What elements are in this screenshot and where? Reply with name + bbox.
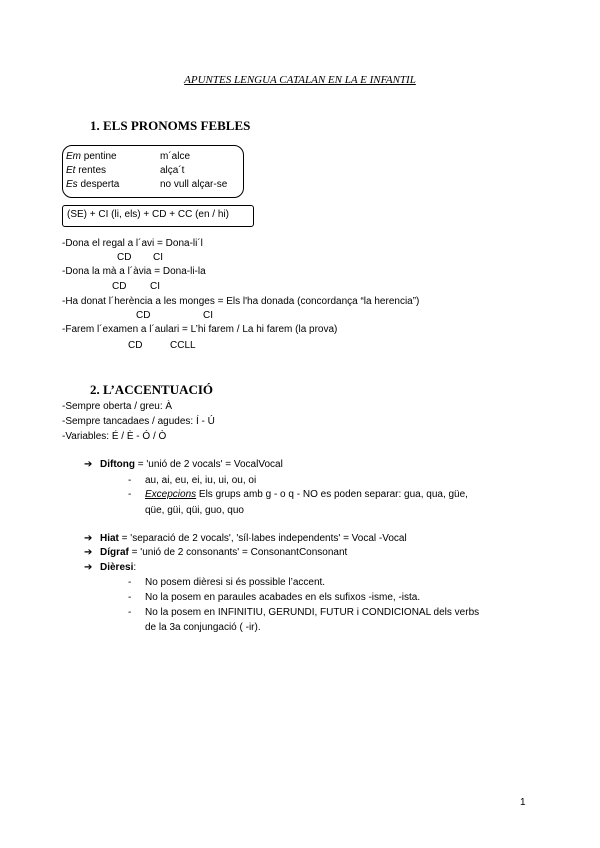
box-row: Em pentine [66,151,117,162]
tag: CD [112,281,127,292]
dash: - [128,489,132,500]
tag: CI [203,310,213,321]
arrow-icon: ➔ [84,547,93,558]
section-1-heading: 1. ELS PRONOMS FEBLES [90,118,251,133]
example-line: -Ha donat l´herència a les monges = Els l'ha donada (concordança “la herencia”) [62,296,420,307]
dieresi-rule: No posem dièresi si és possible l’accent. [145,577,326,588]
arrow-icon: ➔ [84,533,93,544]
exceptions: Excepcions Els grups amb g - o q - NO es poden separar: gua, qua, güe, [145,489,468,500]
digraf-item: Dígraf = 'unió de 2 consonants' = ConsonantConsonant [100,547,348,558]
section-2-heading: 2. L’ACCENTUACIÓ [90,382,214,397]
dieresi-rule: No la posem en paraules acabades en els sufixos -isme, -ista. [145,592,421,603]
hiat-item: Hiat = 'separació de 2 vocals', 'síl·labes independents' = Vocal -Vocal [100,533,407,544]
box-row: Es desperta [66,179,120,190]
example-line: -Dona la mà a l´àvia = Dona-li-la [62,266,206,277]
tag: CD [128,340,143,351]
dash: - [128,607,132,618]
tag: CCLL [170,340,196,351]
dieresi-rule-cont: de la 3a conjungació ( -ir). [145,622,261,633]
page-number: 1 [520,797,526,808]
tag: CD [136,310,151,321]
dash: - [128,577,132,588]
example-line: -Farem l´examen a l´aulari = L’hi farem / La hi farem (la prova) [62,324,338,335]
exceptions-cont: qüe, güi, qüi, guo, quo [145,505,244,516]
example-line: -Dona el regal a l´avi = Dona-li´l [62,238,203,249]
box-example: m´alce [160,151,191,162]
tag: CD [117,252,132,263]
arrow-icon: ➔ [84,459,93,470]
tag: CI [150,281,160,292]
box-example: no vull alçar-se [160,179,228,190]
dieresi-item: Dièresi: [100,562,137,573]
accent-line: -Sempre oberta / greu: À [62,401,173,412]
box-row: Et rentes [66,165,107,176]
accent-line: -Variables: É / È - Ó / Ò [62,431,167,442]
dieresi-rule: No la posem en INFINITIU, GERUNDI, FUTUR i CONDICIONAL dels verbs [145,607,480,618]
formula: (SE) + CI (li, els) + CD + CC (en / hi) [67,209,229,220]
box-example: alça´t [160,165,185,176]
accent-line: -Sempre tancadaes / agudes: Í - Ú [62,416,215,427]
diftong-list: au, ai, eu, ei, iu, ui, ou, oi [145,475,257,486]
document-title: APUNTES LENGUA CATALAN EN LA E INFANTIL [184,74,416,86]
dash: - [128,592,132,603]
tag: CI [153,252,163,263]
dash: - [128,475,132,486]
arrow-icon: ➔ [84,562,93,573]
diftong-item: Diftong = 'unió de 2 vocals' = VocalVocal [100,459,283,470]
